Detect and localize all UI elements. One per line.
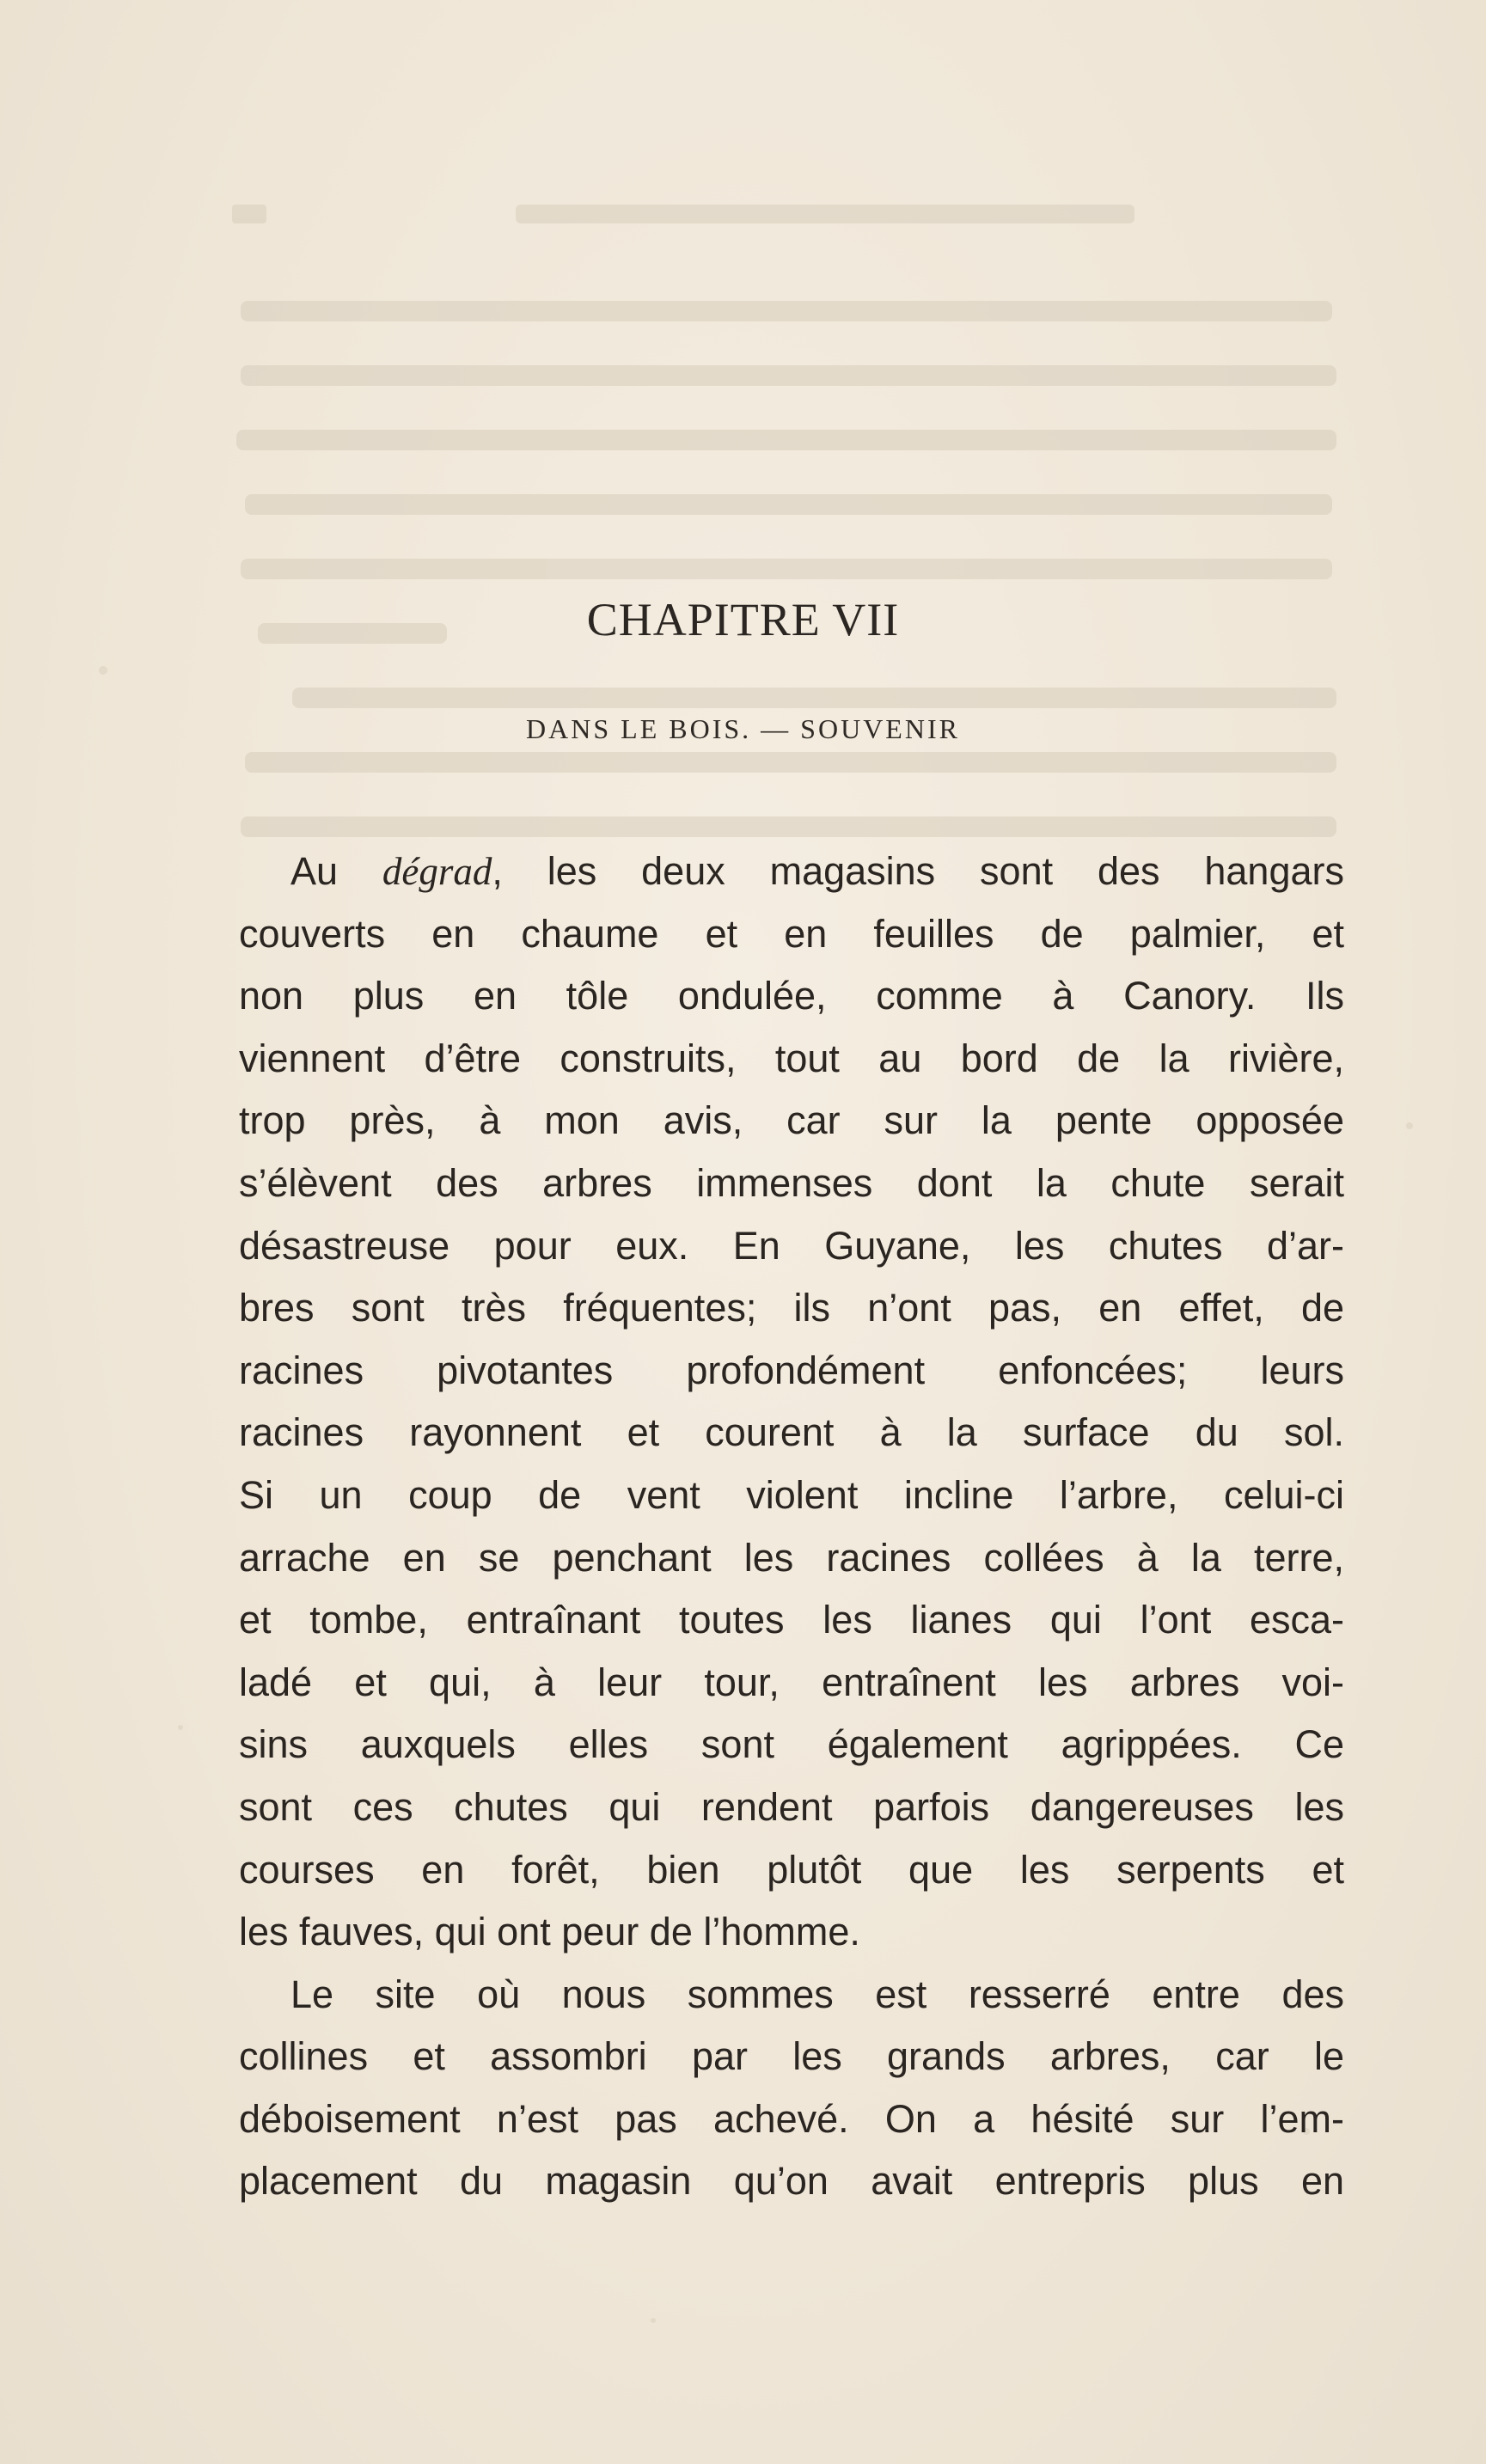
text-line: trop près, à mon avis, car sur la pente opposée bbox=[239, 1098, 1344, 1143]
text-line: ladé et qui, à leur tour, entraînent les arbres voi- bbox=[239, 1660, 1344, 1704]
text-line: arrache en se penchant les racines collées à la terre, bbox=[239, 1535, 1344, 1580]
chapter-title: CHAPITRE VII bbox=[586, 594, 900, 645]
text-line: sins auxquels elles sont également agrippées. Ce bbox=[239, 1722, 1344, 1767]
italic-word: dégrad bbox=[382, 850, 492, 893]
text-line bbox=[239, 841, 1344, 903]
text-line: courses en forêt, bien plutôt que les serpents et bbox=[239, 1847, 1344, 1892]
text-line: s’élèvent des arbres immenses dont la chute serait bbox=[239, 1160, 1344, 1205]
text-line: et tombe, entraînant toutes les lianes qui l’ont esca- bbox=[239, 1598, 1344, 1642]
text-line: non plus en tôle ondulée, comme à Canory. Ils bbox=[239, 974, 1344, 1018]
line-rest: , les deux magasins sont des hangars bbox=[492, 849, 1344, 893]
text-line: racines rayonnent et courent à la surface du sol. bbox=[239, 1410, 1344, 1455]
text-line: collines et assombri par les grands arbres, car le bbox=[239, 2034, 1344, 2079]
text-line: racines pivotantes profondément enfoncées; leurs bbox=[239, 1348, 1344, 1392]
text-line: désastreuse pour eux. En Guyane, les chutes d’ar- bbox=[239, 1223, 1344, 1268]
text-line: placement du magasin qu’on avait entrepris plus en bbox=[239, 2159, 1344, 2204]
chapter-subtitle: DANS LE BOIS. — SOUVENIR bbox=[526, 713, 960, 744]
text-line: Le site où nous sommes est resserré entre des bbox=[290, 1972, 1344, 2016]
text-line: Si un coup de vent violent incline l’arbre, celui-ci bbox=[239, 1472, 1344, 1517]
text-line: déboisement n’est pas achevé. On a hésité sur l’em- bbox=[239, 2096, 1344, 2141]
text-line: couverts en chaume et en feuilles de palmier, et bbox=[239, 911, 1344, 956]
body-text bbox=[239, 841, 1344, 2213]
text-line: sont ces chutes qui rendent parfois dangereuses les bbox=[239, 1784, 1344, 1829]
text-line: bres sont très fréquentes; ils n’ont pas, en effet, de bbox=[239, 1286, 1344, 1330]
text-line: les fauves, qui ont peur de l’homme. bbox=[239, 1910, 860, 1954]
text-line: viennent d’être construits, tout au bord de la rivière, bbox=[239, 1036, 1344, 1080]
line-start: Au bbox=[290, 849, 382, 893]
